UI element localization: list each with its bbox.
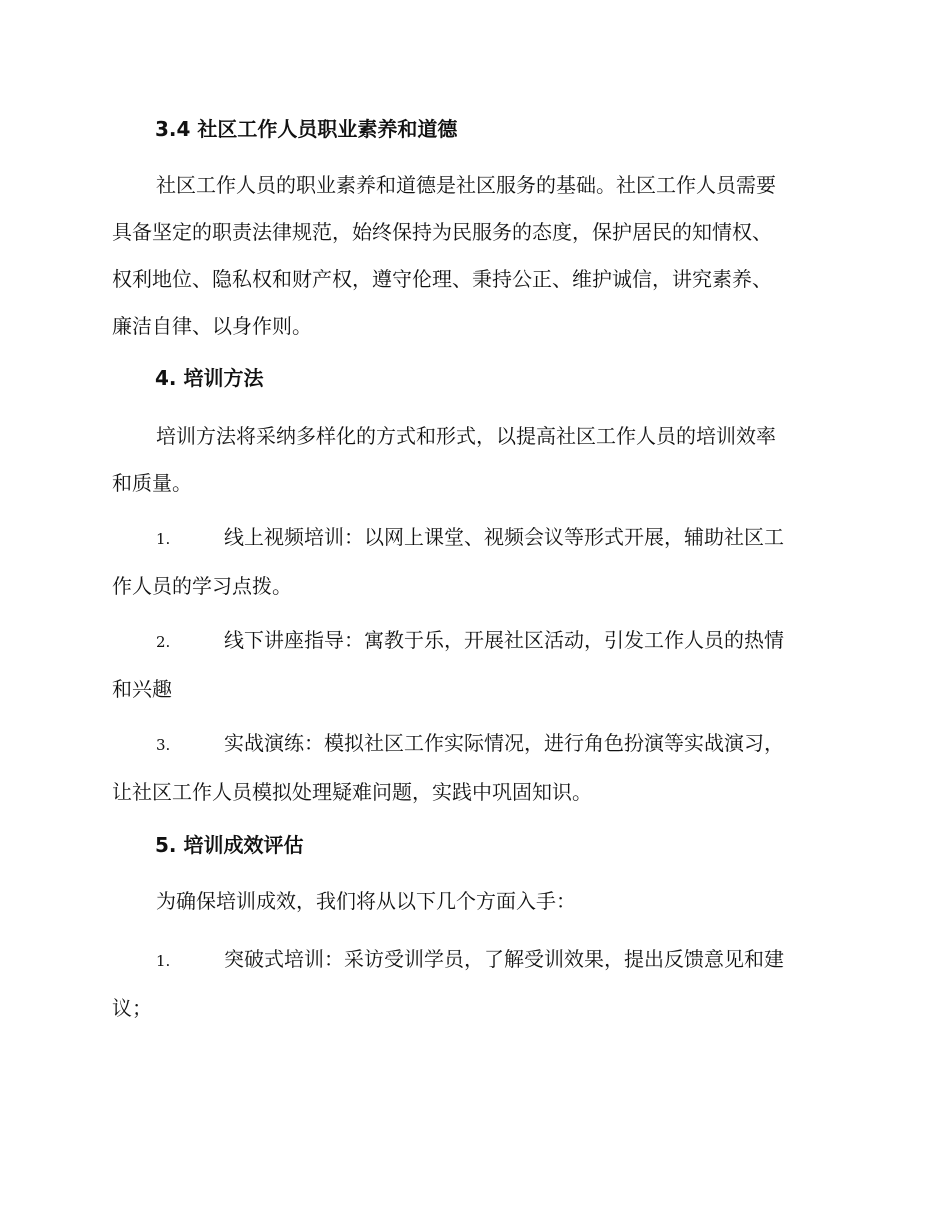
list-item-line: 让社区工作人员模拟处理疑难问题，实践中巩固知识。 (112, 780, 592, 804)
list-item-line: 1. 线上视频培训：以网上课堂、视频会议等形式开展，辅助社区工 (112, 514, 834, 563)
list-item-line: 议； (112, 996, 152, 1020)
paragraph-line: 廉洁自律、以身作则。 (112, 314, 312, 338)
paragraph-line: 为确保培训成效，我们将从以下几个方面入手： (156, 889, 576, 913)
list-item (112, 617, 834, 713)
list-item (112, 720, 834, 816)
list-item-line: 作人员的学习点拨。 (112, 574, 292, 598)
list-item-line: 1. 突破式培训：采访受训学员，了解受训效果，提出反馈意见和建 (112, 936, 834, 985)
section-heading-4: 4. 培训方法 (155, 366, 264, 390)
list-item-line: 3. 实战演练：模拟社区工作实际情况，进行角色扮演等实战演习， (112, 720, 834, 769)
section-paragraph (112, 878, 834, 925)
section-heading-3-4: 3.4 社区工作人员职业素养和道德 (155, 117, 458, 141)
paragraph-line: 和质量。 (112, 471, 192, 495)
list-number: 1. (156, 530, 171, 548)
paragraph-line: 培训方法将采纳多样化的方式和形式，以提高社区工作人员的培训效率 (156, 424, 776, 448)
section-heading-5: 5. 培训成效评估 (155, 833, 304, 857)
list-item-line: 2. 线下讲座指导：寓教于乐，开展社区活动，引发工作人员的热情 (112, 617, 834, 666)
list-item (112, 936, 834, 1032)
paragraph-line: 权利地位、隐私权和财产权，遵守伦理、秉持公正、维护诚信，讲究素养、 (112, 267, 772, 291)
section-paragraph (112, 162, 834, 350)
paragraph-line: 具备坚定的职责法律规范，始终保持为民服务的态度，保护居民的知情权、 (112, 220, 772, 244)
section-paragraph (112, 413, 834, 507)
list-number: 1. (156, 952, 171, 970)
list-number: 3. (156, 736, 171, 754)
list-number: 2. (156, 633, 171, 651)
list-item (112, 514, 834, 610)
paragraph-line: 社区工作人员的职业素养和道德是社区服务的基础。社区工作人员需要 (156, 173, 776, 197)
list-item-line: 和兴趣 (112, 677, 172, 701)
